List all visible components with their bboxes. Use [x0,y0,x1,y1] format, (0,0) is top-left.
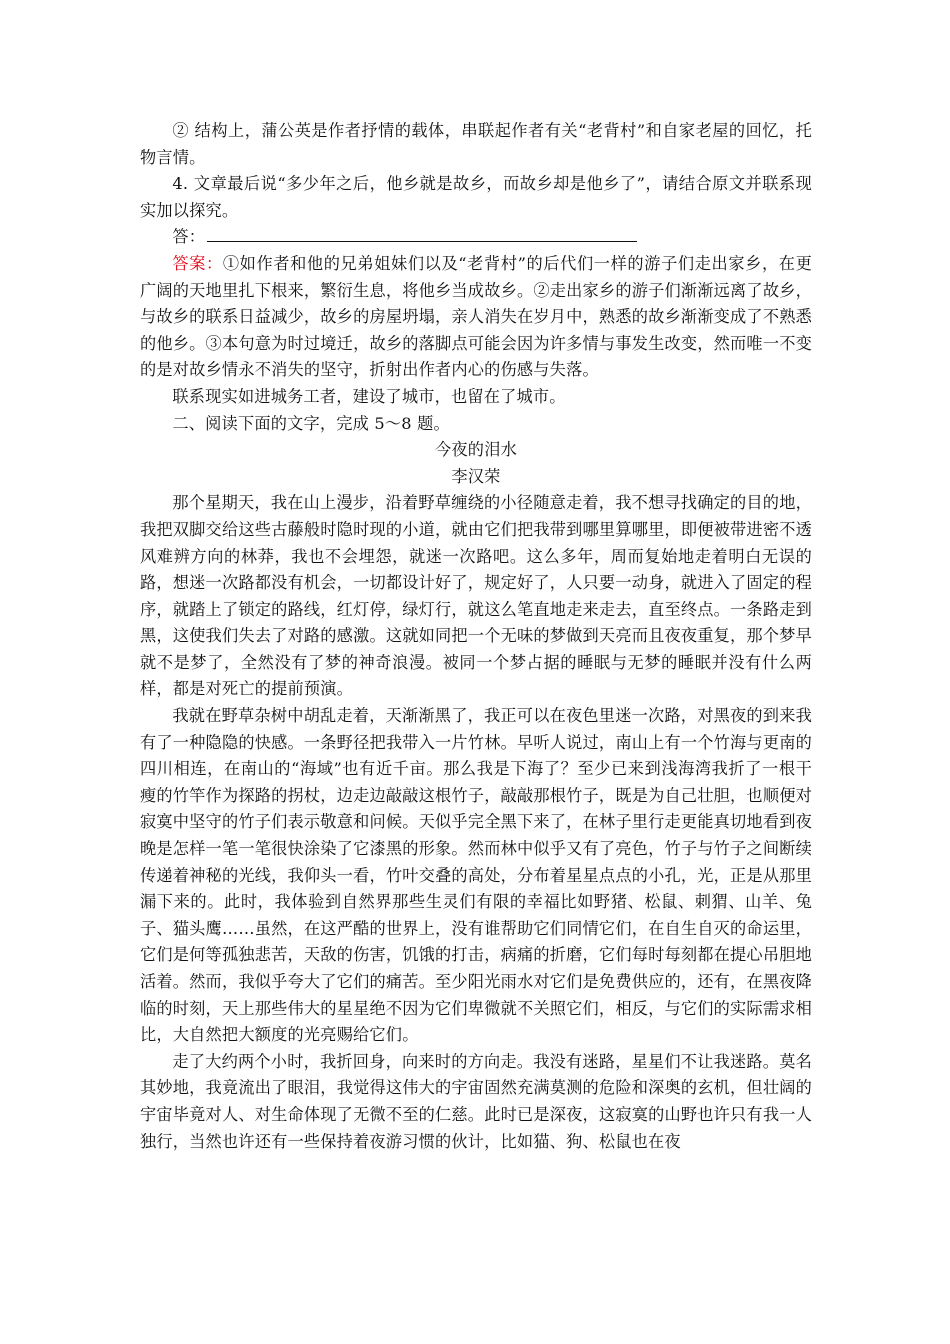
answer-prompt: 答： [172,227,206,247]
answer-blank-line [207,224,637,242]
article-title: 今夜的泪水 [435,440,517,460]
answer-paragraph [140,251,812,384]
article-paragraph-2: 我就在野草杂树中胡乱走着，天渐渐黑了，我正可以在夜色里迷一次路，对黑夜的到来我有了一种隐隐的快感。一条野径把我带入一片竹林。早听人说过，南山上有一个竹海与更南的四川相连，在南山的“海域”也有近千亩。那么我是下海了？至少已来到浅海湾我折了一根干瘦的竹竿作为探路的拐杖，边走边敲敲这根竹子，敲敲那根竹子，既是为自己壮胆，也顺便对寂寞中坚守的竹子们表示敬意和问候。天似乎完全黑下来了，在林子里行走更能真切地看到夜晚是怎样一笔一笔很快涂染了它漆黑的形象。然而林中似乎又有了亮色，竹子与竹子之间断续传递着神秘的光线，我仰头一看，竹叶交叠的高处，分布着星星点点的小孔，光，正是从那里漏下来的。此时，我体验到自然界那些生灵们有限的幸福比如野猪、松鼠、刺猬、山羊、兔子、猫头鹰……虽然，在这严酷的世界上，没有谁帮助它们同情它们，在自生自灭的命运里，它们是何等孤独悲苦，天敌的伤害，饥饿的打击，病痛的折磨，它们每时每刻都在提心吊胆地活着。然而，我似乎夸大了它们的痛苦。至少阳光雨水对它们是免费供应的，还有，在黑夜降临的时刻，天上那些伟大的星星绝不因为它们卑微就不关照它们，相反，与它们的实际需求相比，大自然把大额度的光亮赐给它们。 [140,706,812,1045]
answer-label: 答案： [172,253,223,273]
article-paragraph-3: 走了大约两个小时，我折回身，向来时的方向走。我没有迷路，星星们不让我迷路。莫名其妙地，我竟流出了眼泪，我觉得这伟大的宇宙固然充满莫测的危险和深奥的玄机，但壮阔的宇宙毕竟对人、对生命体现了无微不至的仁慈。此时已是深夜，这寂寞的山野也许只有我一人独行，当然也许还有一些保持着夜游习惯的伙计，比如猫、狗、松鼠也在夜 [140,1051,812,1151]
answer-reality: 联系现实如进城务工者，建设了城市，也留在了城市。 [172,386,566,406]
document-body [140,118,812,1155]
section-heading: 二、阅读下面的文字，完成 5～8 题。 [172,413,450,433]
q3-point-2: ② 结构上，蒲公英是作者抒情的载体，串联起作者有关“老背村”和自家老屋的回忆，托物言情。 [140,121,812,167]
answer-prompt-line [140,224,812,251]
article-author: 李汉荣 [451,466,501,486]
q4-question: 4. 文章最后说“多少年之后，他乡就是故乡，而故乡却是他乡了”，请结合原文并联系现实加以探究。 [140,174,812,220]
answer-text: ①如作者和他的兄弟姐妹们以及“老背村”的后代们一样的游子们走出家乡，在更广阔的天地里扎下根来，繁衍生息，将他乡当成故乡。②走出家乡的游子们渐渐远离了故乡，与故乡的联系日益减少，故乡的房屋坍塌，亲人消失在岁月中，熟悉的故乡渐渐变成了不熟悉的他乡。③本句意为时过境迁，故乡的落脚点可能会因为许多情与事发生改变，然而唯一不变的是对故乡情永不消失的坚守，折射出作者内心的伤感与失落。 [140,253,812,380]
article-paragraph-1: 那个星期天，我在山上漫步，沿着野草缠绕的小径随意走着，我不想寻找确定的目的地，我把双脚交给这些古藤般时隐时现的小道，就由它们把我带到哪里算哪里，即便被带进密不透风难辨方向的林莽，我也不会埋怨，就迷一次路吧。这么多年，周而复始地走着明白无误的路，想迷一次路都没有机会，一切都设计好了，规定好了，人只要一动身，就进入了固定的程序，就踏上了锁定的路线，红灯停，绿灯行，就这么笔直地走来走去，直至终点。一条路走到黑，这使我们失去了对路的感激。这就如同把一个无味的梦做到天亮而且夜夜重复，那个梦早就不是梦了，全然没有了梦的神奇浪漫。被同一个梦占据的睡眠与无梦的睡眠并没有什么两样，都是对死亡的提前预演。 [140,493,812,699]
